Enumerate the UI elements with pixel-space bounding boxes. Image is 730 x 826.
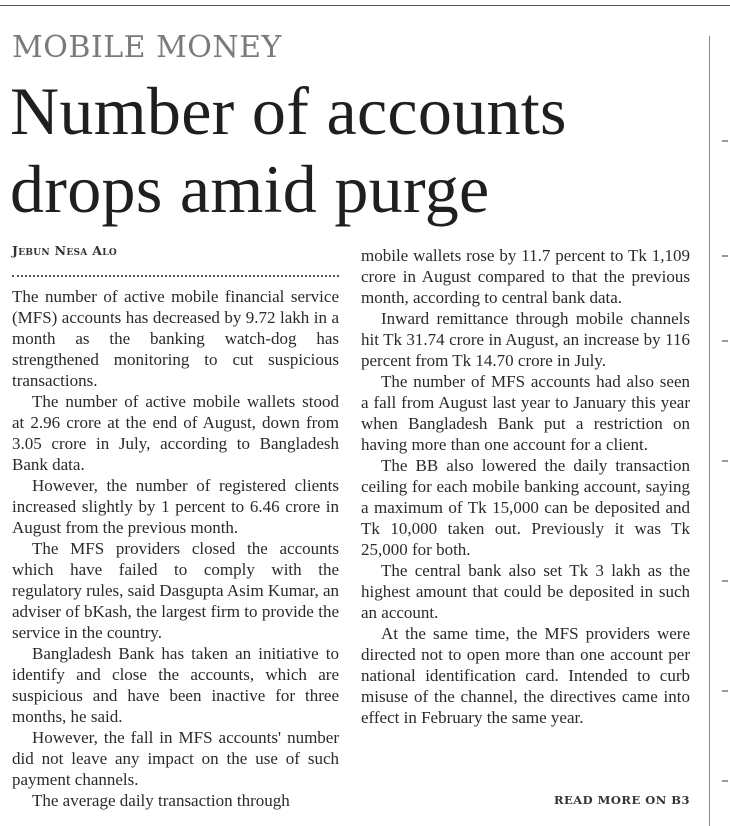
headline: Number of accounts drops amid purge (10, 73, 567, 227)
paragraph: mobile wallets rose by 11.7 percent to Tk 1,109 crore in August compared to that the previous month, according to central bank data. (361, 246, 690, 307)
paragraph: However, the number of registered clients increased slightly by 1 percent to 6.46 crore in August from the previous month. (12, 476, 339, 537)
paragraph: Bangladesh Bank has taken an initiative to identify and close the accounts, which are suspicious and have been inactive for three months, he said. (12, 644, 339, 726)
article-column-left (12, 286, 339, 811)
byline-divider (12, 275, 339, 277)
column-divider (709, 36, 710, 826)
top-rule (0, 5, 730, 6)
byline: Jebun Nesa Alo (12, 243, 117, 258)
paragraph: The BB also lowered the daily transaction ceiling for each mobile banking account, saying a maximum of Tk 15,000 can be deposited and Tk 10,000 taken out. Previously it was Tk 25,000 for both. (361, 456, 690, 559)
paragraph: The MFS providers closed the accounts which have failed to comply with the regulatory rules, said Dasgupta Asim Kumar, an adviser of bKash, the largest firm to provide the service in the country. (12, 539, 339, 642)
paragraph: At the same time, the MFS providers were directed not to open more than one account per national identification card. Intended to curb misuse of the channel, the directives came into effect in February the same year. (361, 624, 690, 727)
section-kicker: MOBILE MONEY (12, 30, 282, 65)
paragraph: The number of active mobile financial service (MFS) accounts has decreased by 9.72 lakh in a month as the banking watch-dog has strengthened monitoring to cut suspicious transactions. (12, 287, 339, 390)
article-column-right (361, 245, 690, 728)
paragraph: Inward remittance through mobile channels hit Tk 31.74 crore in August, an increase by 116 percent from Tk 14.70 crore in July. (361, 309, 690, 370)
adjacent-column-edge (722, 40, 730, 820)
paragraph: The number of MFS accounts had also seen a fall from August last year to January this year when Bangladesh Bank put a restriction on having more than one account for a client. (361, 372, 690, 454)
read-more-link[interactable]: READ MORE ON B3 (553, 793, 690, 807)
paragraph: However, the fall in MFS accounts' number did not leave any impact on the use of such payment channels. (12, 728, 339, 789)
paragraph: The central bank also set Tk 3 lakh as the highest amount that could be deposited in such an account. (361, 561, 690, 622)
paragraph: The average daily transaction through (32, 791, 290, 810)
paragraph: The number of active mobile wallets stood at 2.96 crore at the end of August, down from 3.05 crore in July, according to Bangladesh Bank data. (12, 392, 339, 474)
